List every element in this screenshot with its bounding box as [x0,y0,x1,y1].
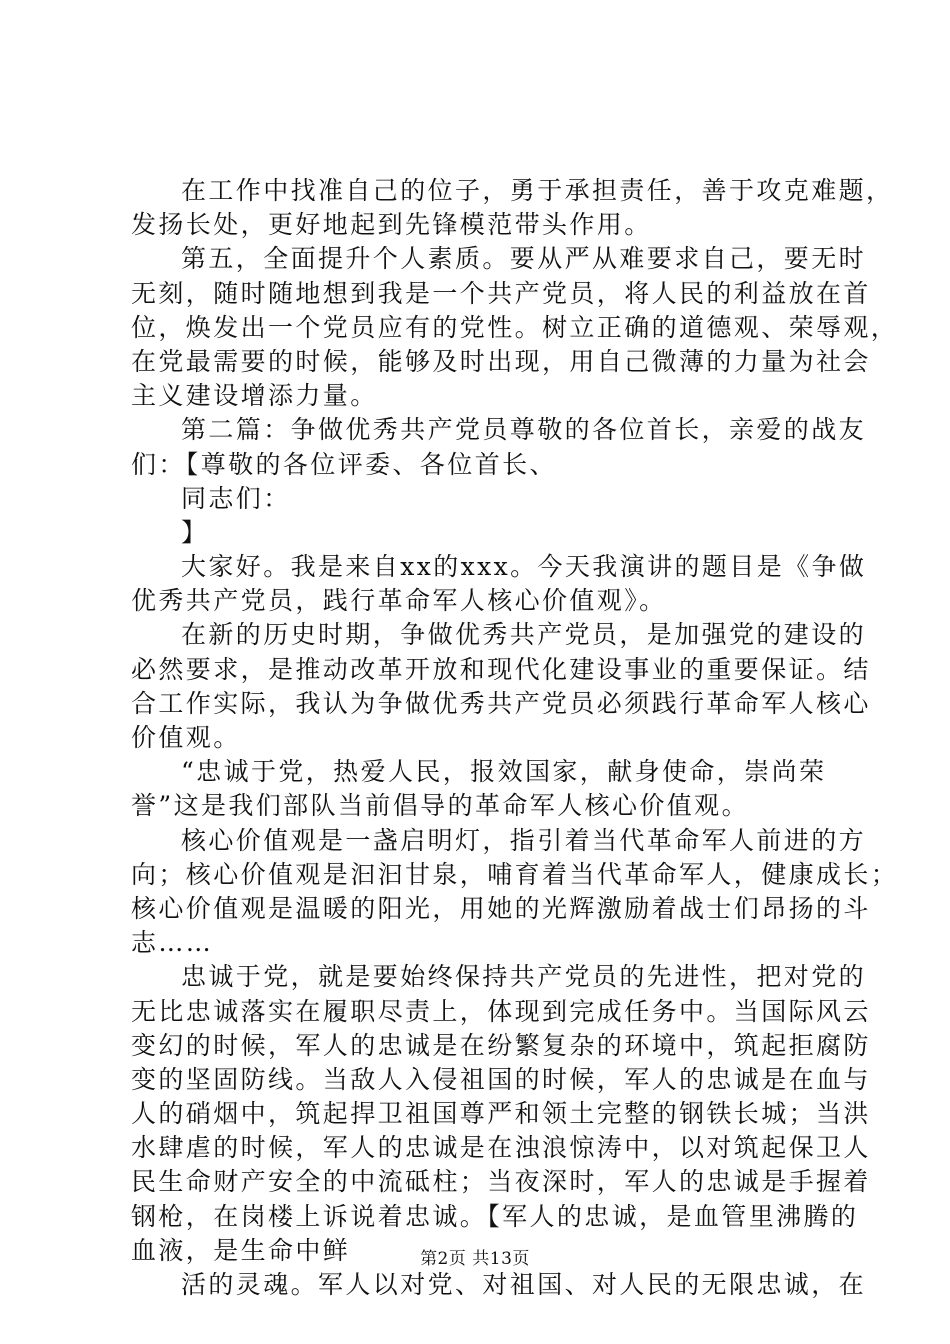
text-line: 誉”这是我们部队当前倡导的革命军人核心价值观。 [131,791,749,821]
text-line: 血液，是生命中鲜 [131,1235,351,1265]
text-line: 人的硝烟中，筑起捍卫祖国尊严和领土完整的钢铁长城；当洪 [131,1099,871,1129]
text-line: 在党最需要的时候，能够及时出现，用自己微薄的力量为社会 [131,346,871,376]
text-line: 发扬长处，更好地起到先锋模范带头作用。 [131,210,652,240]
text-line: 向；核心价值观是汩汩甘泉，哺育着当代革命军人，健康成长； [131,859,899,889]
page-footer: 第2页 共13页 [420,1249,530,1269]
text-line: 优秀共产党员，践行革命军人核心价值观》。 [131,586,667,616]
text-line: 核心价值观是一盏启明灯，指引着当代革命军人前进的方 [181,825,867,855]
text-line: 同志们： [181,483,291,513]
text-line: 变幻的时候，军人的忠诚是在纷繁复杂的环境中，筑起拒腐防 [131,1030,871,1060]
text-line: 在新的历史时期，争做优秀共产党员，是加强党的建设的 [181,620,867,650]
text-line: 主义建设增添力量。 [131,381,378,411]
text-line: 无比忠诚落实在履职尽责上，体现到完成任务中。当国际风云 [131,996,871,1026]
text-line: 】 [181,517,209,547]
text-line: 钢枪，在岗楼上诉说着忠诚。【军人的忠诚，是血管里沸腾的 [131,1201,859,1231]
text-line: 价值观。 [131,723,241,752]
text-line: 位，焕发出一个党员应有的党性。树立正确的道德观、荣辱观， [131,312,899,342]
text-line: 第五，全面提升个人素质。要从严从难要求自己，要无时 [181,244,867,274]
text-line: 无刻，随时随地想到我是一个共产党员，将人民的利益放在首 [131,278,871,308]
text-line: 大家好。我是来自xx的xxx。今天我演讲的题目是《争做 [181,552,867,582]
body-text [131,174,899,1302]
text-line: 活的灵魂。军人以对党、对祖国、对人民的无限忠诚，在 [181,1270,867,1299]
text-line: 忠诚于党，就是要始终保持共产党员的先进性，把对党的 [181,962,867,992]
text-line: 民生命财产安全的中流砥柱；当夜深时，军人的忠诚是手握着 [131,1167,871,1197]
text-line: “忠诚于党，热爱人民，报效国家，献身使命，崇尚荣 [181,757,827,787]
text-line: 变的坚固防线。当敌人入侵祖国的时候，军人的忠诚是在血与 [131,1064,871,1094]
text-line: 第二篇：争做优秀共产党员尊敬的各位首长，亲爱的战友 [181,415,867,445]
text-line: 合工作实际，我认为争做优秀共产党员必须践行革命军人核心 [131,688,871,718]
text-line: 在工作中找准自己的位子，勇于承担责任，善于攻克难题， [181,176,894,205]
text-line: 必然要求，是推动改革开放和现代化建设事业的重要保证。结 [131,654,871,684]
text-line: 志…… [131,928,214,958]
text-line: 们：【尊敬的各位评委、各位首长、 [131,449,557,479]
text-line: 水肆虐的时候，军人的忠诚是在浊浪惊涛中，以对筑起保卫人 [131,1133,871,1163]
text-line: 核心价值观是温暖的阳光，用她的光辉激励着战士们昂扬的斗 [131,893,871,923]
